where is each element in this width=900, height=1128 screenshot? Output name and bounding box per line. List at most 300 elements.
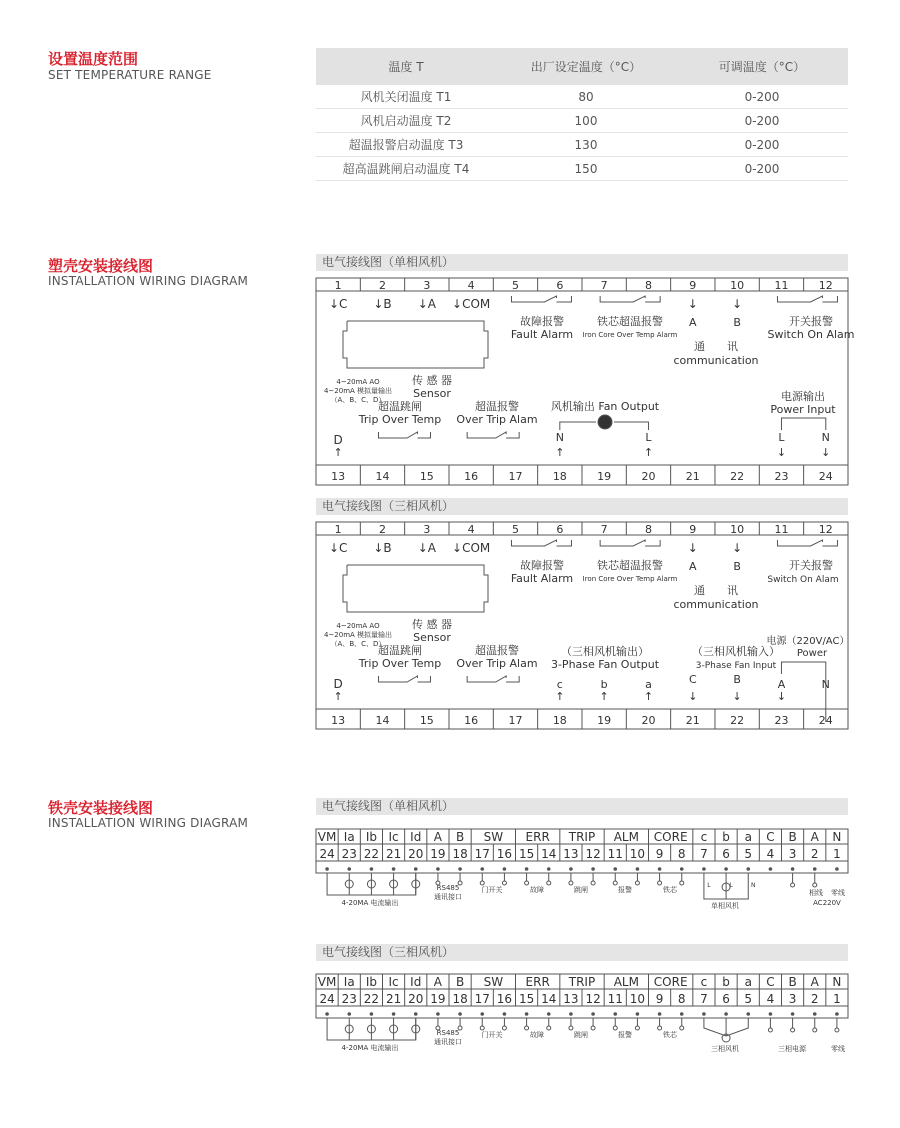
terminal-number: 17 — [474, 992, 490, 1006]
comm-label: 通讯接口 — [434, 893, 462, 901]
fan-l-label: L — [729, 882, 733, 889]
terminal-number: 19 — [430, 847, 446, 861]
ac-label: AC220V — [813, 899, 841, 907]
pin-d: D — [333, 433, 343, 447]
terminal-label: TRIP — [568, 830, 596, 844]
arrow-down: ↓ — [776, 446, 787, 459]
terminal-pin — [747, 1013, 750, 1016]
alarm-label-cn: 超温报警 — [475, 644, 519, 657]
terminal-label: Ia — [343, 830, 355, 844]
terminal-number-top: 5 — [511, 523, 519, 536]
sensor-pin-label: ↓A — [417, 541, 436, 555]
arrow-up: ↑ — [555, 690, 565, 703]
terminal-number-top: 12 — [818, 279, 833, 292]
terminal-pin — [680, 868, 683, 871]
terminal-label: c — [700, 975, 708, 989]
terminal-number-top: 1 — [334, 523, 342, 536]
sensor-pin-label: ↓C — [328, 297, 348, 311]
cell: 风机启动温度 T2 — [316, 109, 496, 133]
current-label: 4-20MA 电流输出 — [341, 1044, 399, 1052]
terminal-label: ALM — [613, 975, 639, 989]
ao-label: 4~20mA AO — [336, 622, 380, 630]
terminal-number: 1 — [833, 992, 841, 1006]
col-header: 可调温度（°C） — [676, 48, 848, 85]
terminal-number-top: 11 — [774, 279, 789, 292]
alarm-relay — [506, 676, 519, 682]
terminal-pin — [348, 868, 351, 871]
door-label: 门开关 — [481, 1031, 503, 1039]
power-n: N — [821, 678, 830, 691]
three-power-label: 三相电源 — [778, 1045, 806, 1053]
terminal-number: 11 — [607, 992, 623, 1006]
cell: 超温报警启动温度 T3 — [316, 133, 496, 157]
terminal-number-top: 10 — [730, 523, 745, 536]
terminal-pin — [547, 868, 550, 871]
comm-arrow: ↓ — [687, 541, 698, 555]
terminal-label: ERR — [525, 830, 550, 844]
terminal-pin — [392, 1013, 395, 1016]
alarm-terminal — [635, 881, 639, 885]
terminal-pin — [525, 1013, 528, 1016]
terminal-number: 1 — [833, 847, 841, 861]
door-terminal — [502, 881, 506, 885]
terminal-number: 10 — [629, 847, 646, 861]
power-label-en: Power Input — [770, 403, 836, 416]
terminal-label: a — [744, 830, 752, 844]
terminal-number: 18 — [452, 847, 468, 861]
door-terminal — [502, 1026, 506, 1030]
terminal-number: 8 — [677, 847, 686, 861]
switch-label-cn: 开关报警 — [789, 559, 833, 572]
diagram-bar-plastic-three: 电气接线图（三相风机） — [316, 498, 848, 515]
cell: 150 — [496, 157, 676, 181]
comm-b: B — [733, 316, 741, 329]
power-l: L — [778, 431, 785, 444]
switch-relay — [777, 540, 822, 546]
terminal-pin — [348, 1013, 351, 1016]
terminal-label: TRIP — [568, 975, 596, 989]
ao-label: 4~20mA 模拟量输出 — [323, 387, 393, 395]
arrow-up: ↑ — [333, 446, 343, 459]
terminal-pin — [481, 1013, 484, 1016]
trip-relay — [378, 676, 417, 682]
terminal-pin — [636, 868, 639, 871]
fault-label-cn: 故障报警 — [520, 559, 564, 572]
terminal-number-bottom: 23 — [774, 470, 789, 483]
terminal-number-bottom: 18 — [552, 714, 567, 727]
terminal-label: ERR — [525, 975, 550, 989]
terminal-label: C — [766, 830, 775, 844]
terminal-number-top: 8 — [644, 279, 652, 292]
terminal-pin — [570, 1013, 573, 1016]
trip-label-en: Trip Over Temp — [358, 657, 442, 670]
terminal-pin — [636, 1013, 639, 1016]
terminal-number-bottom: 18 — [552, 470, 567, 483]
section-title-iron: 铁壳安装接线图 — [48, 799, 154, 817]
phase-label: 相线 — [809, 889, 823, 897]
rs485-label: RS485 — [436, 884, 460, 892]
arrow-down: ↓ — [776, 690, 787, 703]
sensor-pin-label: ↓B — [373, 297, 392, 311]
cell: 0-200 — [676, 157, 848, 181]
sensor-outline — [343, 565, 488, 612]
alarm-terminal — [635, 1026, 639, 1030]
terminal-number-bottom: 13 — [331, 714, 346, 727]
terminal-label: Ia — [343, 975, 355, 989]
terminal-pin — [326, 1013, 329, 1016]
comm-b: B — [733, 560, 741, 573]
terminal-pin — [725, 1013, 728, 1016]
col-header: 温度 T — [316, 48, 496, 85]
terminal-number: 9 — [655, 847, 664, 861]
terminal-number: 3 — [788, 992, 797, 1006]
terminal-number: 3 — [788, 847, 797, 861]
terminal-pin — [791, 1013, 794, 1016]
terminal-number: 4 — [766, 847, 775, 861]
cell: 超高温跳闸启动温度 T4 — [316, 157, 496, 181]
alarm-terminal — [613, 881, 617, 885]
terminal-number-top: 10 — [730, 279, 745, 292]
terminal-pin — [658, 1013, 661, 1016]
fault-relay — [511, 296, 556, 302]
power-terminal — [813, 1028, 817, 1032]
core-terminal — [658, 881, 662, 885]
terminal-pin — [614, 868, 617, 871]
terminal-pin — [503, 868, 506, 871]
alarm-terminal — [613, 1026, 617, 1030]
diagram-bar-plastic-single: 电气接线图（单相风机） — [316, 254, 848, 271]
terminal-label: Ib — [365, 975, 377, 989]
sensor-label-cn: 传 感 器 — [412, 374, 452, 387]
fan-n-label: N — [751, 882, 756, 889]
terminal-number-top: 4 — [467, 523, 475, 536]
terminal-number: 23 — [341, 992, 357, 1006]
terminal-label: B — [455, 830, 465, 844]
terminal-pin — [547, 1013, 550, 1016]
sensor-pin-label: ↓A — [417, 297, 436, 311]
power-label-cn: 电源输出 — [781, 390, 825, 403]
door-label: 门开关 — [481, 886, 503, 894]
terminal-pin — [680, 1013, 683, 1016]
comm-arrow: ↓ — [732, 297, 743, 311]
door-terminal — [480, 881, 484, 885]
core-terminal — [680, 1026, 684, 1030]
comm-label: 通讯接口 — [434, 1038, 462, 1046]
diagram-frame — [316, 522, 848, 729]
terminal-base — [316, 861, 848, 873]
power-label-en: Power — [796, 648, 828, 659]
core-label-cn: 铁芯超温报警 — [597, 559, 663, 572]
trip-terminal — [569, 1026, 573, 1030]
sensor-label-en: Sensor — [413, 631, 451, 644]
diagram-bar-iron-single: 电气接线图（单相风机） — [316, 798, 848, 815]
terminal-number: 20 — [408, 847, 424, 861]
comm-a: A — [689, 560, 697, 573]
terminal-label: c — [700, 830, 708, 844]
terminal-pin — [836, 1013, 839, 1016]
core-relay — [645, 296, 660, 302]
fan-wire — [560, 422, 596, 430]
terminal-number-bottom: 20 — [641, 470, 656, 483]
alarm-label: 报警 — [618, 1031, 632, 1039]
terminal-number: 11 — [607, 847, 623, 861]
ao-label: 4~20mA 模拟量输出 — [323, 631, 393, 639]
terminal-number-top: 2 — [378, 523, 386, 536]
core-label-en: Iron Core Over Temp Alarm — [582, 331, 678, 339]
three-out-b: b — [600, 678, 608, 691]
terminal-label: a — [744, 975, 752, 989]
terminal-label: CORE — [653, 975, 688, 989]
diagram-bar-iron-three: 电气接线图（三相风机） — [316, 944, 848, 961]
three-in-b: B — [733, 673, 741, 686]
trip-label-cn: 超温跳闸 — [378, 400, 422, 413]
terminal-number-top: 9 — [689, 523, 697, 536]
section-title-plastic: 塑壳安装接线图 — [48, 257, 154, 275]
terminal-number: 24 — [319, 847, 335, 861]
three-in-label-cn: （三相风机输入） — [692, 645, 780, 658]
terminal-label: B — [788, 830, 797, 844]
fan-n: N — [555, 431, 564, 444]
fan-wire — [614, 422, 648, 430]
cell: 100 — [496, 109, 676, 133]
terminal-number-top: 1 — [334, 279, 342, 292]
cell: 80 — [496, 85, 676, 109]
core-relay — [600, 296, 645, 302]
terminal-number-top: 3 — [423, 279, 431, 292]
terminal-label: B — [455, 975, 465, 989]
terminal-number-bottom: 16 — [464, 714, 479, 727]
fault-relay — [556, 296, 571, 302]
terminal-number: 2 — [810, 847, 819, 861]
terminal-pin — [370, 868, 373, 871]
alarm-label-en: Over Trip Alam — [456, 413, 538, 426]
terminal-number: 12 — [585, 847, 601, 861]
terminal-label: A — [433, 830, 443, 844]
terminal-number: 7 — [700, 992, 708, 1006]
terminal-number: 6 — [722, 847, 730, 861]
terminal-pin — [392, 868, 395, 871]
core-label: 铁芯 — [663, 1031, 677, 1039]
terminal-number: 18 — [452, 992, 468, 1006]
fault-label-en: Fault Alarm — [510, 572, 574, 585]
rs485-label: RS485 — [436, 1029, 460, 1037]
terminal-pin — [703, 868, 706, 871]
terminal-pin — [592, 1013, 595, 1016]
terminal-number-bottom: 13 — [331, 470, 346, 483]
neutral-label: 零线 — [831, 889, 845, 897]
power-terminal — [813, 883, 817, 887]
terminal-pin — [813, 1013, 816, 1016]
terminal-number: 23 — [341, 847, 357, 861]
power-n: N — [821, 431, 830, 444]
switch-relay — [822, 540, 837, 546]
alarm-relay — [506, 432, 519, 438]
sensor-pin-label: ↓COM — [452, 541, 491, 555]
terminal-pin — [592, 868, 595, 871]
terminal-number: 22 — [363, 847, 380, 861]
terminal-number-bottom: 20 — [641, 714, 656, 727]
comm-arrow: ↓ — [687, 297, 698, 311]
trip-terminal — [591, 881, 595, 885]
three-out-a: a — [645, 678, 652, 691]
fault-terminal — [525, 1026, 529, 1030]
sensor-pin-label: ↓COM — [452, 297, 491, 311]
switch-relay — [822, 296, 837, 302]
terminal-number: 21 — [385, 992, 402, 1006]
core-terminal — [658, 1026, 662, 1030]
comm-a: A — [689, 316, 697, 329]
terminal-number: 5 — [744, 847, 753, 861]
terminal-label: A — [810, 830, 819, 844]
fault-label: 故障 — [530, 1031, 544, 1039]
terminal-number-top: 6 — [556, 279, 564, 292]
trip-label: 跳闸 — [574, 1031, 588, 1039]
comm-label-cn: 通 讯 — [694, 584, 738, 597]
terminal-number-bottom: 24 — [818, 470, 833, 483]
terminal-label: Id — [410, 830, 422, 844]
terminal-number: 16 — [496, 847, 513, 861]
terminal-pin — [570, 868, 573, 871]
terminal-number-top: 3 — [423, 523, 431, 536]
trip-label-en: Trip Over Temp — [358, 413, 442, 426]
terminal-number-bottom: 19 — [597, 470, 612, 483]
arrow-down: ↓ — [688, 690, 698, 703]
sensor-pin-label: ↓C — [328, 541, 348, 555]
terminal-pin — [437, 1013, 440, 1016]
switch-label-en: Switch On Alam — [767, 575, 839, 585]
terminal-label: VM — [317, 830, 337, 844]
terminal-number: 17 — [474, 847, 490, 861]
terminal-number: 24 — [319, 992, 335, 1006]
terminal-number-top: 7 — [600, 523, 608, 536]
trip-terminal — [569, 881, 573, 885]
fault-terminal — [547, 1026, 551, 1030]
terminal-pin — [481, 868, 484, 871]
terminal-number-top: 2 — [378, 279, 386, 292]
terminal-pin — [459, 1013, 462, 1016]
trip-label: 跳闸 — [574, 886, 588, 894]
ao-label: （A、B、C、D） — [330, 640, 386, 648]
terminal-number-bottom: 21 — [685, 470, 700, 483]
terminal-number-bottom: 17 — [508, 714, 523, 727]
core-label: 铁芯 — [663, 886, 677, 894]
terminal-number-top: 5 — [511, 279, 519, 292]
terminal-number-bottom: 19 — [597, 714, 612, 727]
sensor-pin-label: ↓B — [373, 541, 392, 555]
ao-label: （A、B、C、D） — [330, 396, 386, 404]
terminal-number-top: 9 — [689, 279, 697, 292]
terminal-number-bottom: 24 — [818, 714, 833, 727]
three-out-label-cn: （三相风机输出） — [561, 645, 649, 658]
terminal-label: Ic — [388, 975, 399, 989]
terminal-number: 14 — [541, 992, 557, 1006]
fault-terminal — [547, 881, 551, 885]
terminal-pin — [437, 868, 440, 871]
terminal-number: 15 — [518, 847, 535, 861]
sensor-outline — [343, 321, 488, 368]
switch-label-en: Switch On Alam — [767, 328, 855, 341]
terminal-pin — [836, 868, 839, 871]
fault-terminal — [525, 881, 529, 885]
terminal-number: 6 — [722, 992, 730, 1006]
core-relay — [600, 540, 645, 546]
terminal-number-top: 12 — [818, 523, 833, 536]
terminal-number: 4 — [766, 992, 775, 1006]
trip-relay — [417, 676, 430, 682]
three-out-label-en: 3-Phase Fan Output — [550, 658, 660, 671]
terminal-number-bottom: 21 — [685, 714, 700, 727]
three-in-c: C — [688, 673, 697, 686]
neutral-label: 零线 — [831, 1045, 845, 1053]
terminal-pin — [459, 868, 462, 871]
power220-label: 电源（220V/AC） — [766, 636, 850, 647]
power-terminal — [791, 1028, 795, 1032]
arrow-up: ↑ — [643, 690, 654, 703]
terminal-pin — [703, 1013, 706, 1016]
arrow-up: ↑ — [555, 446, 565, 459]
terminal-pin — [525, 868, 528, 871]
alarm-label-en: Over Trip Alam — [456, 657, 538, 670]
fan-icon — [598, 415, 612, 429]
terminal-number-bottom: 16 — [464, 470, 479, 483]
three-fan-label: 三相风机 — [711, 1045, 739, 1053]
terminal-pin — [747, 868, 750, 871]
terminal-number-bottom: 14 — [375, 714, 390, 727]
terminal-label: CORE — [653, 830, 688, 844]
sensor-label-cn: 传 感 器 — [412, 618, 452, 631]
terminal-number-bottom: 17 — [508, 470, 523, 483]
terminal-number-top: 6 — [556, 523, 564, 536]
power-terminal — [768, 1028, 772, 1032]
arrow-up: ↑ — [599, 690, 609, 703]
trip-terminal — [591, 1026, 595, 1030]
alarm-relay — [467, 432, 506, 438]
core-relay — [645, 540, 660, 546]
terminal-pin — [791, 868, 794, 871]
arrow-up: ↑ — [333, 690, 343, 703]
fault-label: 故障 — [530, 886, 544, 894]
core-label-cn: 铁芯超温报警 — [597, 315, 663, 328]
fan-output-label: 风机输出 Fan Output — [550, 400, 660, 413]
power-a: A — [777, 678, 786, 691]
terminal-label: Id — [410, 975, 422, 989]
terminal-number: 13 — [563, 847, 579, 861]
single-fan-label: 单相风机 — [711, 902, 739, 910]
terminal-number-top: 11 — [774, 523, 789, 536]
terminal-number-bottom: 15 — [419, 470, 434, 483]
pin-d: D — [333, 677, 343, 691]
sensor-label-en: Sensor — [413, 387, 451, 400]
cell: 0-200 — [676, 109, 848, 133]
terminal-pin — [414, 1013, 417, 1016]
terminal-label: SW — [483, 975, 504, 989]
trip-relay — [378, 432, 417, 438]
terminal-pin — [813, 868, 816, 871]
col-header: 出厂设定温度（°C） — [496, 48, 676, 85]
core-terminal — [680, 881, 684, 885]
cell: 0-200 — [676, 85, 848, 109]
terminal-number: 8 — [677, 992, 686, 1006]
switch-label-cn: 开关报警 — [789, 315, 833, 328]
alarm-label: 报警 — [618, 886, 632, 894]
terminal-pin — [326, 868, 329, 871]
ao-label: 4~20mA AO — [336, 378, 380, 386]
terminal-label: Ic — [388, 830, 399, 844]
terminal-label: N — [832, 975, 842, 989]
door-terminal — [480, 1026, 484, 1030]
terminal-pin — [414, 868, 417, 871]
terminal-number: 5 — [744, 992, 753, 1006]
